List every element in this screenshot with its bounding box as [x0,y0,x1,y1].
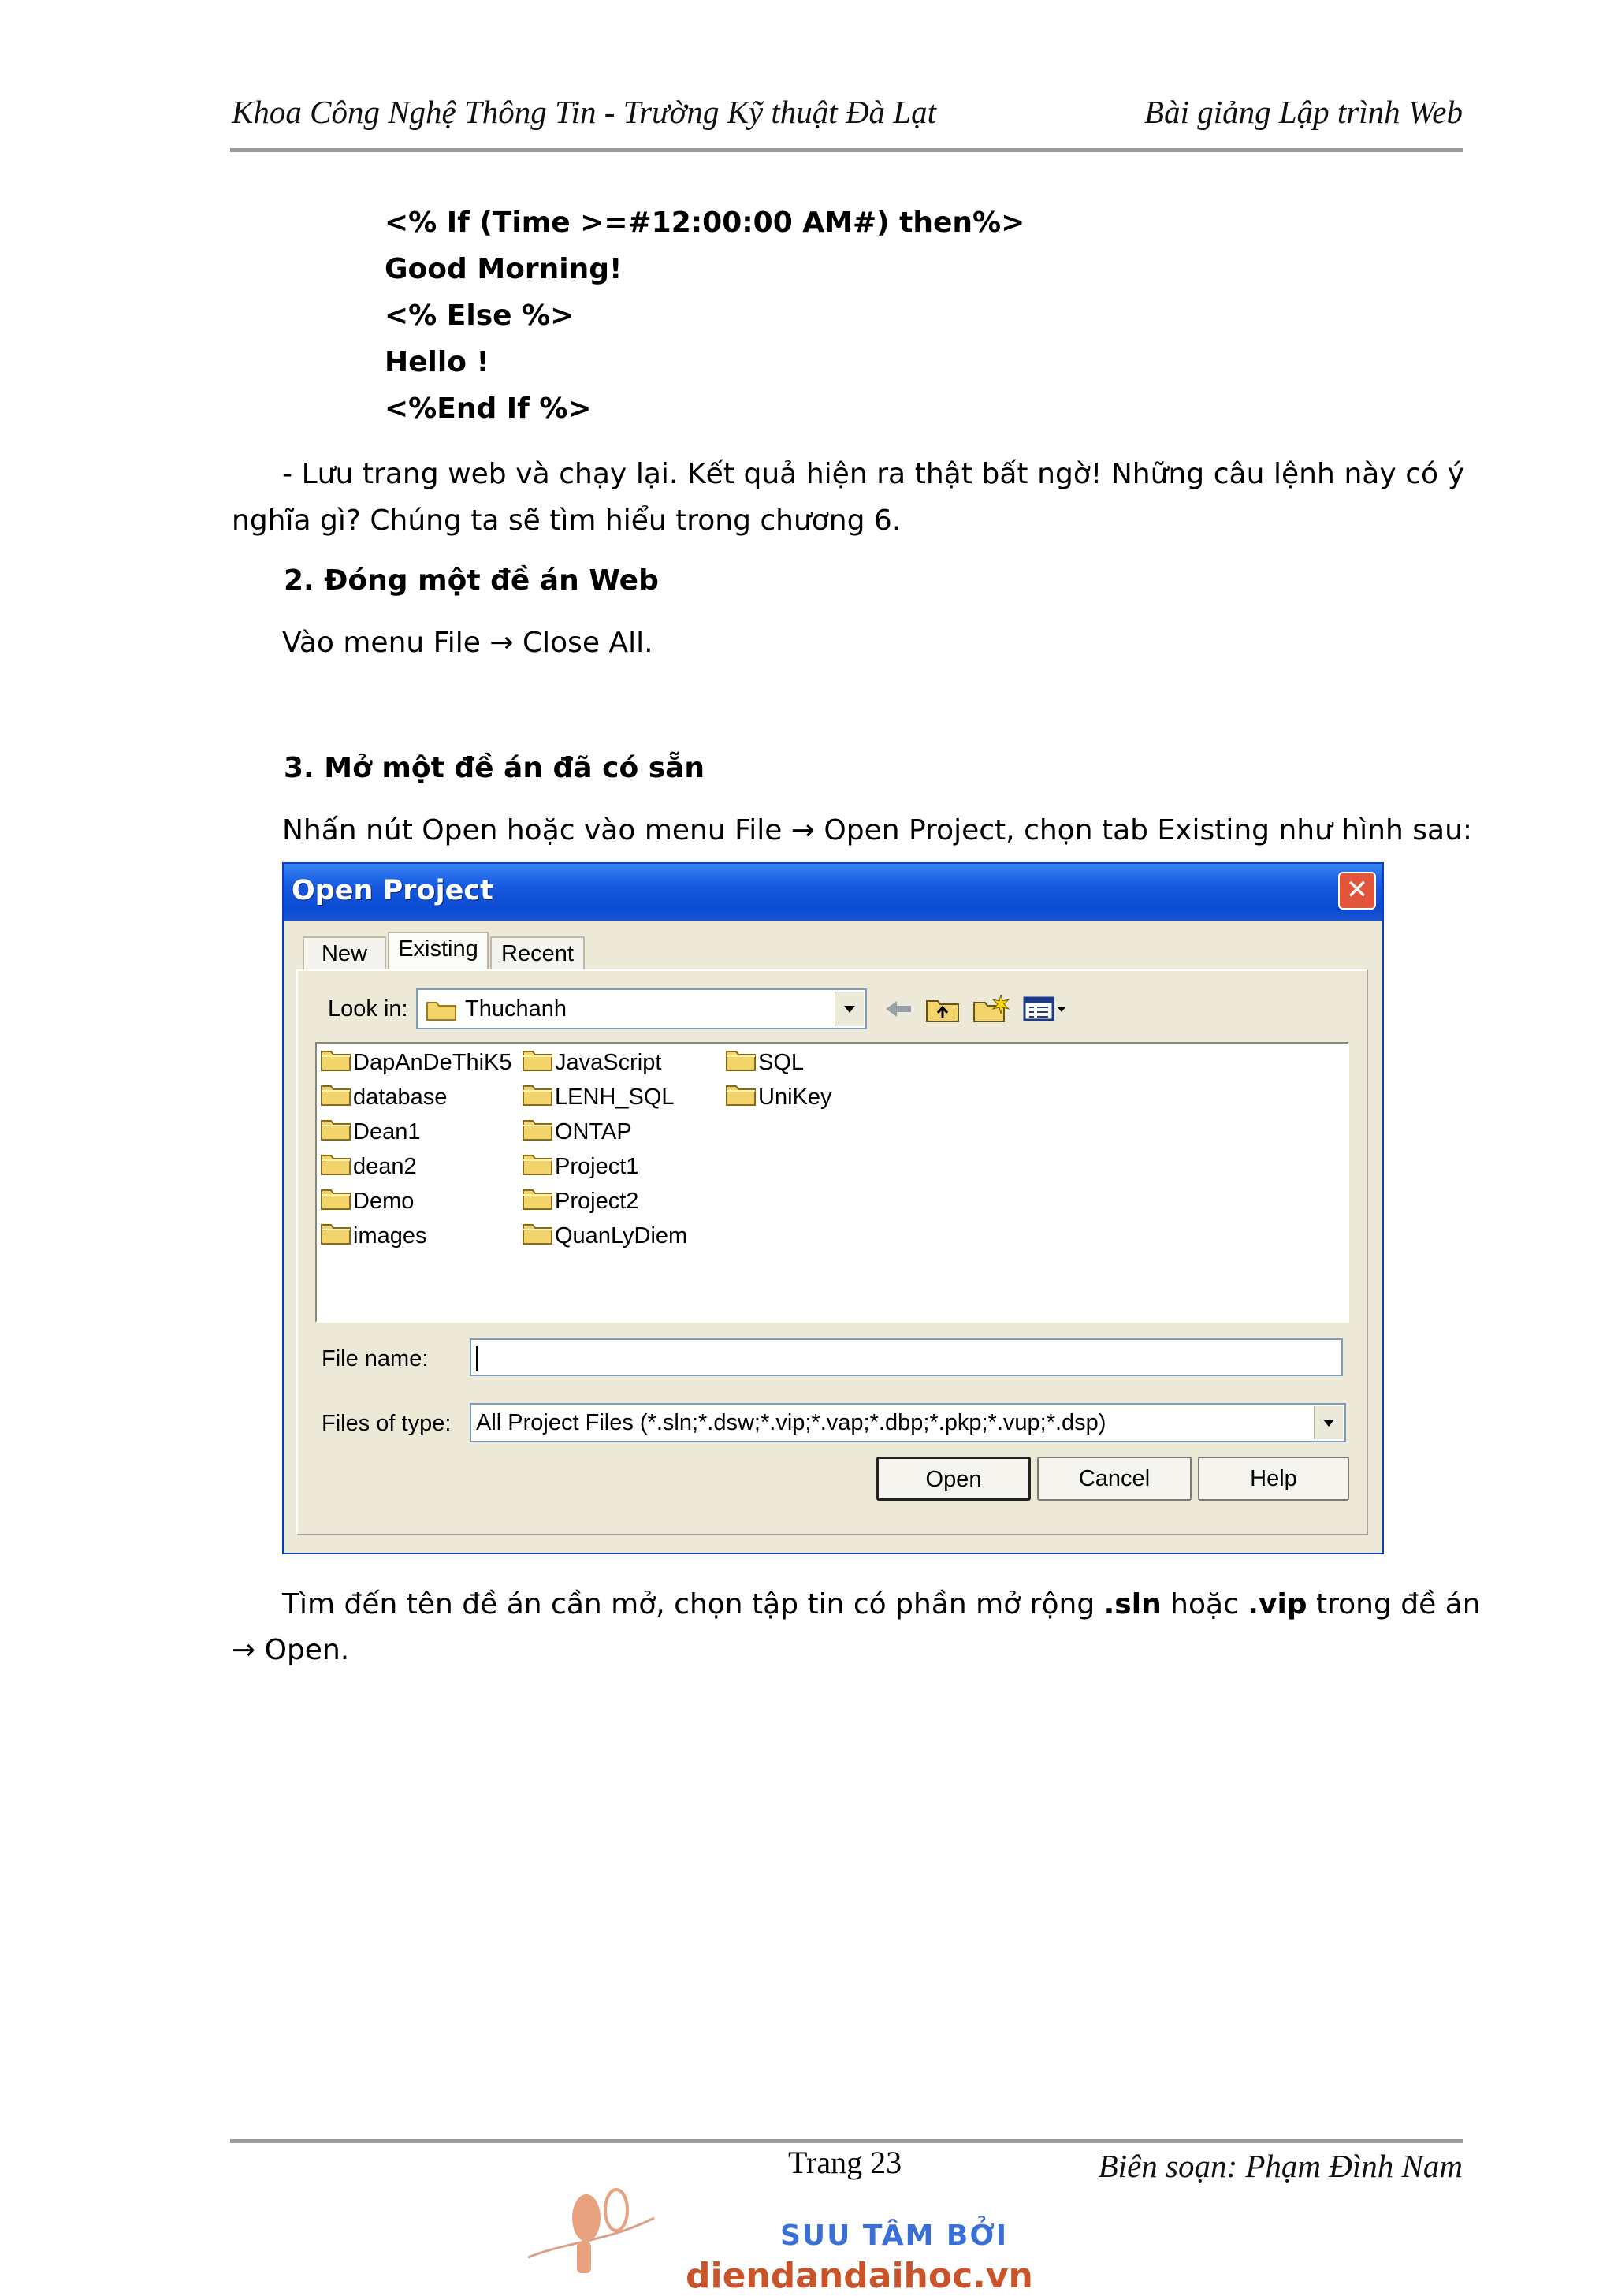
watermark-line-1: SUU TÂM BỞI [780,2220,1009,2252]
list-item-label: dean2 [353,1154,417,1180]
files-of-type-value: All Project Files (*.sln;*.dsw;*.vip;*.vap;*.dbp;*.pkp;*.vup;*.dsp) [476,1410,1106,1435]
look-in-label: Look in: [328,996,408,1021]
folder-icon [320,1047,351,1081]
list-item[interactable] [522,1081,675,1113]
section-2-text: Vào menu File → Close All. [282,627,653,659]
code-line-1: <% If (Time >=#12:00:00 AM#) then%> [385,207,1025,239]
back-arrow-icon[interactable] [881,993,916,1028]
cancel-button[interactable]: Cancel [1037,1457,1192,1501]
open-project-dialog [282,862,1384,1554]
folder-icon [320,1185,351,1219]
list-item[interactable] [522,1047,661,1078]
close-icon[interactable]: ✕ [1338,872,1376,910]
folder-icon [522,1151,553,1185]
list-item[interactable] [320,1081,447,1113]
paragraph-1-line-1: - Lưu trang web và chạy lại. Kết quả hiện ra thật bất ngờ! Những câu lệnh này có ý [282,458,1464,490]
list-item[interactable] [725,1047,804,1078]
list-item[interactable] [320,1220,427,1252]
page-number: Trang 23 [788,2145,902,2180]
new-folder-icon[interactable] [971,993,1010,1028]
paragraph-after-pre: Tìm đến tên đề án cần mở, chọn tập tin có phần mở rộng [282,1588,1104,1621]
text-cursor [476,1346,478,1371]
list-item-label: ONTAP [555,1119,632,1145]
folder-icon [522,1220,553,1254]
list-item-label: DapAnDeThiK5 [353,1050,512,1076]
paragraph-after-mid: hoặc [1161,1588,1248,1621]
section-3-text: Nhấn nút Open hoặc vào menu File → Open Project, chọn tab Existing như hình sau: [282,814,1473,847]
list-item[interactable] [522,1116,632,1148]
view-menu-icon[interactable] [1021,993,1072,1028]
chevron-down-icon[interactable] [1314,1406,1343,1439]
watermark-line-2: diendandaihoc.vn [686,2256,1033,2296]
folder-icon [320,1220,351,1254]
list-item[interactable] [320,1116,420,1148]
list-item-label: JavaScript [555,1050,662,1076]
file-name-input[interactable] [470,1338,1343,1376]
folder-icon [522,1185,553,1219]
folder-icon [320,1151,351,1185]
code-line-2: Good Morning! [385,253,623,285]
list-item-label: UniKey [758,1085,832,1111]
list-item-label: SQL [758,1050,805,1076]
code-line-4: Hello ! [385,346,489,378]
ext-vip: .vip [1248,1588,1307,1621]
code-line-5: <%End If %> [385,393,592,425]
watermark-logo-icon [520,2186,662,2284]
open-button[interactable]: Open [876,1457,1031,1501]
header-left: Khoa Công Nghệ Thông Tin - Trường Kỹ thuật Đà Lạt [232,94,936,130]
up-folder-icon[interactable] [924,993,961,1028]
folder-icon [320,1081,351,1115]
look-in-combo[interactable] [416,988,867,1029]
folder-icon [522,1081,553,1115]
files-of-type-select[interactable] [470,1403,1346,1442]
list-item[interactable] [725,1081,832,1113]
list-item[interactable] [320,1047,512,1078]
file-name-label: File name: [322,1346,429,1371]
paragraph-after-post: trong đề án [1307,1588,1481,1621]
folder-icon [725,1047,757,1081]
look-in-value: Thuchanh [465,996,567,1021]
file-list[interactable] [315,1042,1349,1323]
help-button[interactable]: Help [1198,1457,1349,1501]
folder-icon [725,1081,757,1115]
list-item-label: Project2 [555,1189,639,1215]
files-of-type-label: Files of type: [322,1411,452,1436]
tab-recent[interactable]: Recent [490,936,585,971]
paragraph-1-line-2: nghĩa gì? Chúng ta sẽ tìm hiểu trong chương 6. [232,504,902,537]
folder-icon [320,1116,351,1150]
list-item-label: QuanLyDiem [555,1223,688,1249]
list-item-label: Project1 [555,1154,639,1180]
list-item-label: Demo [353,1189,415,1215]
header-right: Bài giảng Lập trình Web [1144,94,1463,130]
list-item-label: database [353,1085,448,1111]
list-item-label: LENH_SQL [555,1085,675,1111]
list-item-label: images [353,1223,427,1249]
dialog-title: Open Project [292,875,493,906]
footer-author: Biên soạn: Phạm Đình Nam [1098,2148,1463,2184]
tab-new[interactable]: New [303,936,386,971]
section-2-heading: 2. Đóng một đề án Web [284,564,659,597]
list-item[interactable] [522,1185,638,1217]
header-rule [230,148,1463,152]
list-item-label: Dean1 [353,1119,421,1145]
list-item[interactable] [522,1151,638,1182]
footer-rule [230,2139,1463,2143]
list-item[interactable] [320,1185,414,1217]
list-item[interactable] [320,1151,417,1182]
folder-icon [522,1116,553,1150]
paragraph-after-line-1 [282,1581,1481,1628]
code-line-3: <% Else %> [385,300,575,332]
tab-existing[interactable]: Existing [388,932,489,971]
section-3-heading: 3. Mở một đề án đã có sẵn [284,752,705,784]
ext-sln: .sln [1103,1588,1162,1621]
chevron-down-icon[interactable] [835,992,864,1026]
paragraph-after-line-2: → Open. [232,1634,350,1666]
dialog-titlebar[interactable] [284,864,1382,921]
folder-icon [522,1047,553,1081]
list-item[interactable] [522,1220,687,1252]
folder-icon [426,998,457,1025]
